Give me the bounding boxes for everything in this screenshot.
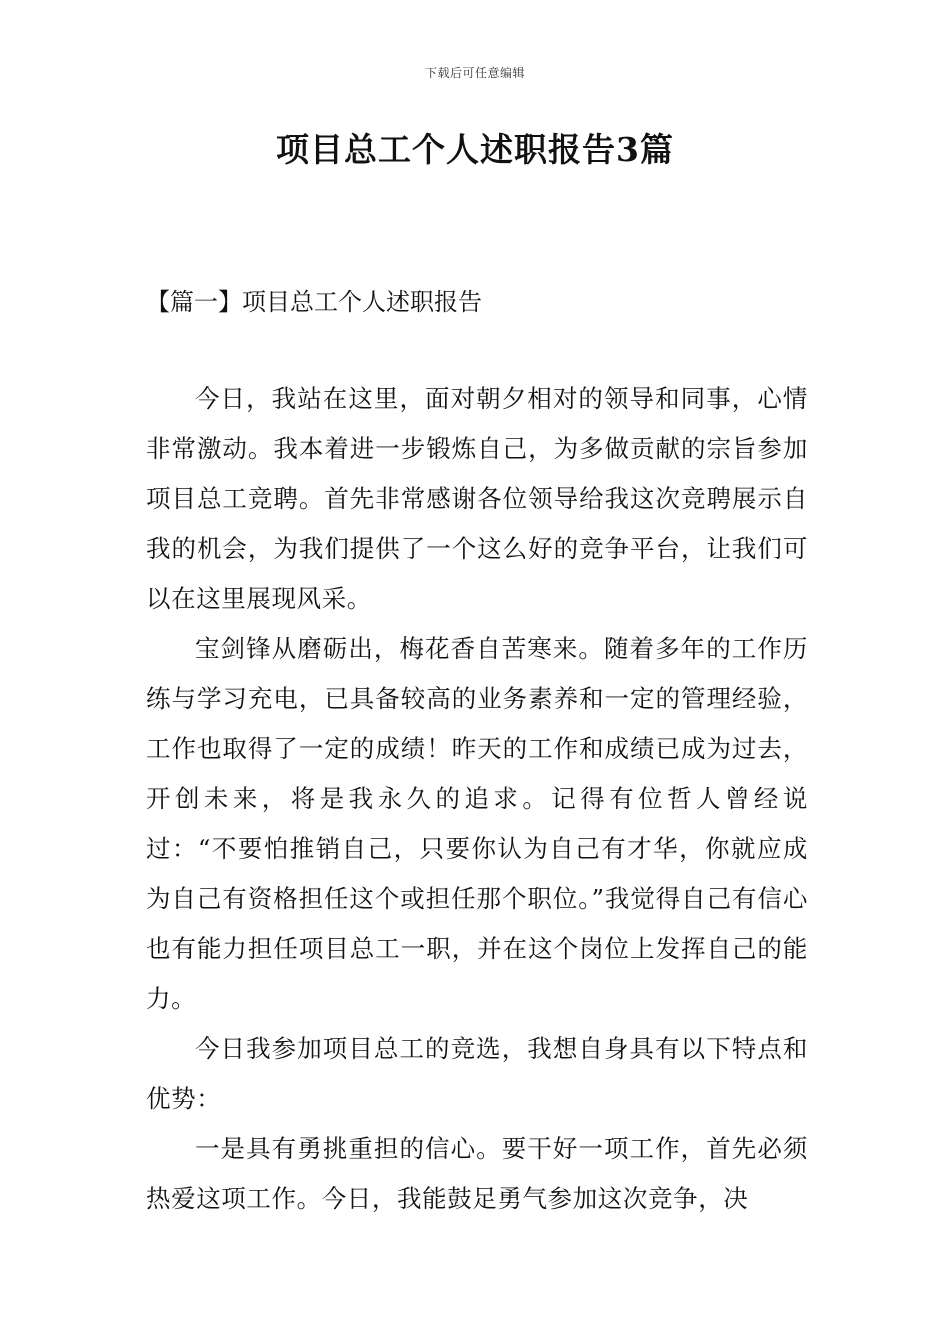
paragraph: 今日我参加项目总工的竞选，我想自身具有以下特点和优势： xyxy=(146,1034,808,1113)
paragraph: 一是具有勇挑重担的信心。要干好一项工作，首先必须热爱这项工作。今日，我能鼓足勇气参加这次竞争，决 xyxy=(146,1134,808,1213)
header-note: 下载后可任意编辑 xyxy=(424,66,525,80)
paragraph: 今日，我站在这里，面对朝夕相对的领导和同事，心情非常激动。我本着进一步锻炼自己，为多做贡献的宗旨参加项目总工竞聘。首先非常感谢各位领导给我这次竞聘展示自我的机会，为我们提供了一个这么好的竞争平台，让我们可以在这里展现风采。 xyxy=(146,384,808,613)
document-body xyxy=(146,374,808,1224)
document-title: 项目总工个人述职报告3篇 xyxy=(276,130,674,169)
section-heading: 【篇一】项目总工个人述职报告 xyxy=(146,288,482,316)
paragraph: 宝剑锋从磨砺出，梅花香自苦寒来。随着多年的工作历练与学习充电，已具备较高的业务素养和一定的管理经验，工作也取得了一定的成绩！昨天的工作和成绩已成为过去，开创未来，将是我永久的追求。记得有位哲人曾经说过：“不要怕推销自己，只要你认为自己有才华，你就应成为自己有资格担任这个或担任那个职位。”我觉得自己有信心也有能力担任项目总工一职，并在这个岗位上发挥自己的能力。 xyxy=(146,634,808,1013)
